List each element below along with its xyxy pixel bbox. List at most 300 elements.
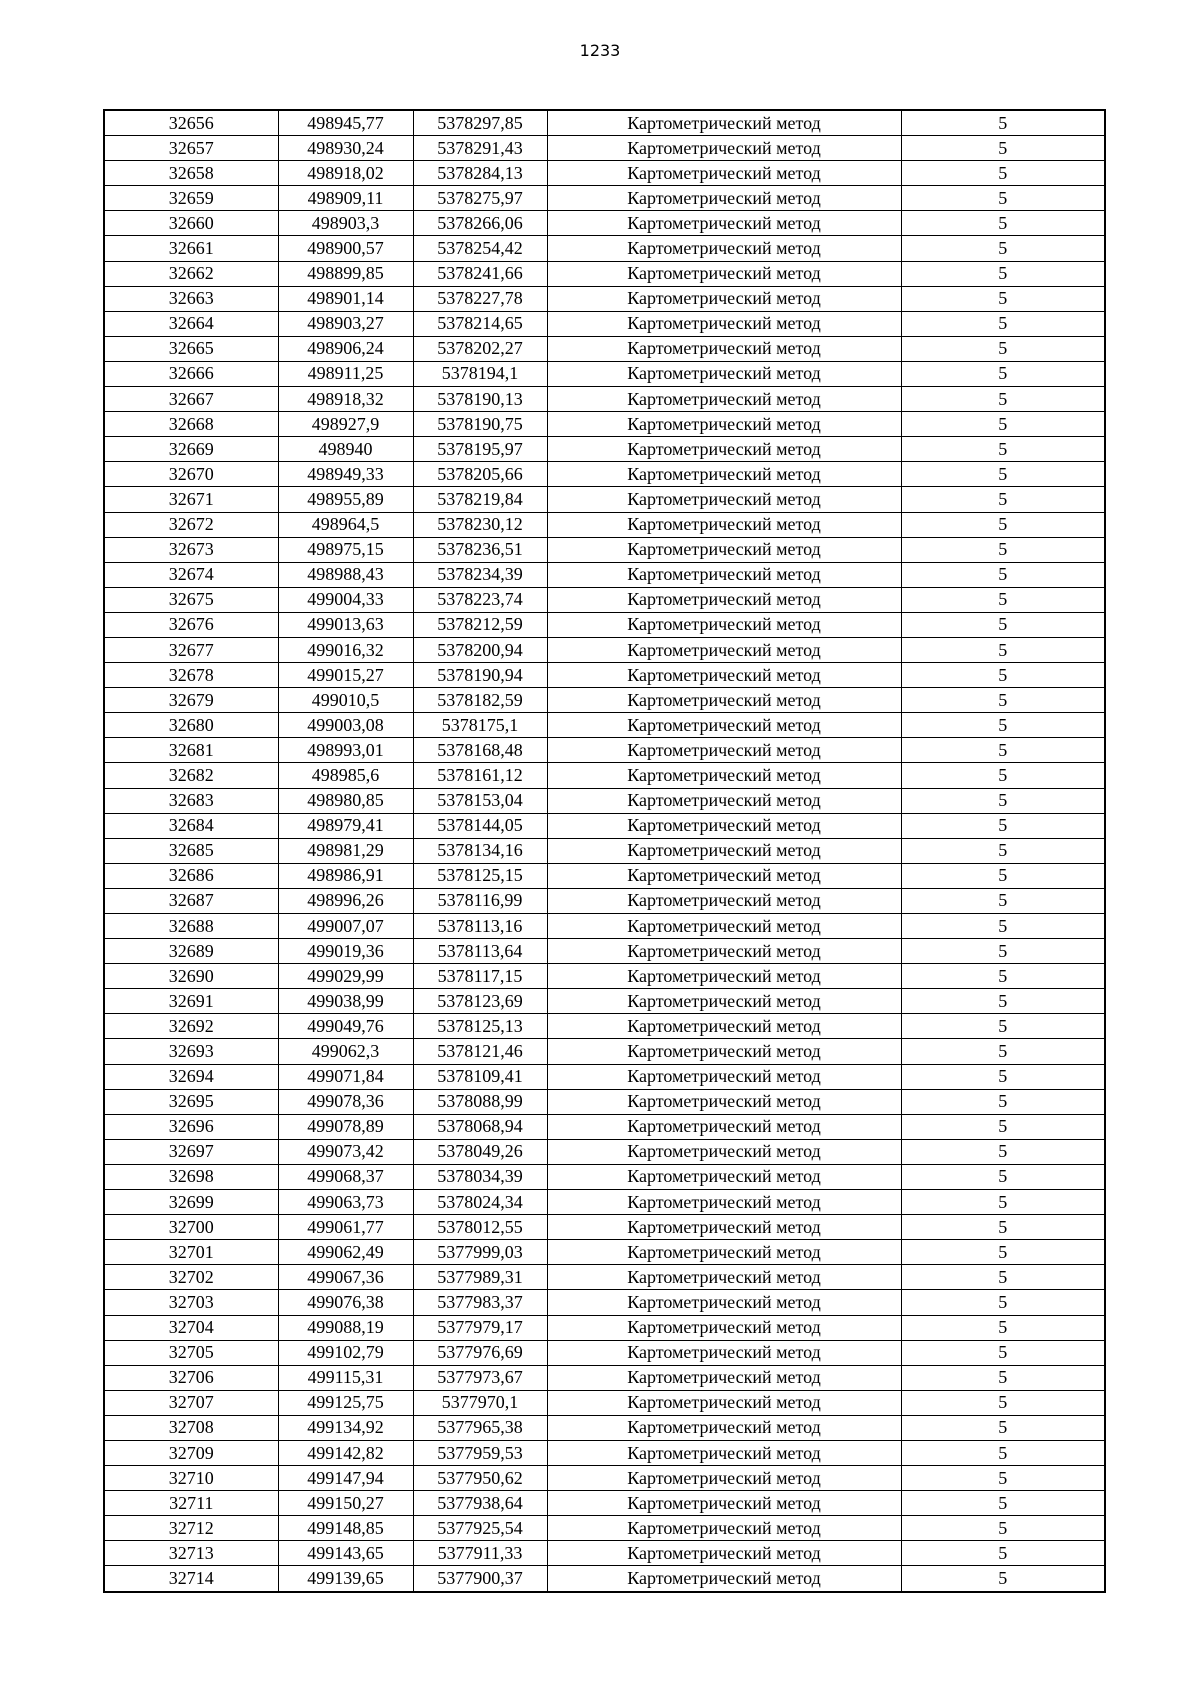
table-row: [104, 1114, 1105, 1139]
x-coordinate-cell: 499147,94: [278, 1466, 413, 1491]
x-coordinate-cell: 498945,77: [278, 110, 413, 136]
x-coordinate-cell: 499148,85: [278, 1516, 413, 1541]
table-row: [104, 763, 1105, 788]
point-number-cell: 32689: [104, 939, 278, 964]
accuracy-cell: 5: [901, 211, 1105, 236]
x-coordinate-cell: 499071,84: [278, 1064, 413, 1089]
accuracy-cell: 5: [901, 1164, 1105, 1189]
table-row: [104, 1064, 1105, 1089]
accuracy-cell: 5: [901, 1516, 1105, 1541]
method-cell: Картометрический метод: [547, 738, 901, 763]
point-number-cell: 32708: [104, 1415, 278, 1440]
table-row: [104, 1340, 1105, 1365]
accuracy-cell: 5: [901, 838, 1105, 863]
y-coordinate-cell: 5378227,78: [413, 286, 547, 311]
point-number-cell: 32656: [104, 110, 278, 136]
point-number-cell: 32694: [104, 1064, 278, 1089]
y-coordinate-cell: 5378241,66: [413, 261, 547, 286]
accuracy-cell: 5: [901, 1365, 1105, 1390]
x-coordinate-cell: 498981,29: [278, 838, 413, 863]
accuracy-cell: 5: [901, 387, 1105, 412]
accuracy-cell: 5: [901, 186, 1105, 211]
table-row: [104, 261, 1105, 286]
point-number-cell: 32657: [104, 136, 278, 161]
point-number-cell: 32680: [104, 713, 278, 738]
x-coordinate-cell: 498909,11: [278, 186, 413, 211]
point-number-cell: 32688: [104, 914, 278, 939]
table-row: [104, 612, 1105, 637]
accuracy-cell: 5: [901, 1039, 1105, 1064]
point-number-cell: 32659: [104, 186, 278, 211]
accuracy-cell: 5: [901, 487, 1105, 512]
y-coordinate-cell: 5377965,38: [413, 1415, 547, 1440]
table-row: [104, 1365, 1105, 1390]
coordinates-table: [103, 109, 1106, 1593]
y-coordinate-cell: 5378223,74: [413, 587, 547, 612]
accuracy-cell: 5: [901, 1541, 1105, 1566]
point-number-cell: 32691: [104, 989, 278, 1014]
accuracy-cell: 5: [901, 261, 1105, 286]
x-coordinate-cell: 499029,99: [278, 964, 413, 989]
point-number-cell: 32706: [104, 1365, 278, 1390]
x-coordinate-cell: 498918,02: [278, 161, 413, 186]
point-number-cell: 32698: [104, 1164, 278, 1189]
table-row: [104, 236, 1105, 261]
y-coordinate-cell: 5378125,15: [413, 863, 547, 888]
point-number-cell: 32661: [104, 236, 278, 261]
accuracy-cell: 5: [901, 939, 1105, 964]
accuracy-cell: 5: [901, 663, 1105, 688]
method-cell: Картометрический метод: [547, 136, 901, 161]
x-coordinate-cell: 499102,79: [278, 1340, 413, 1365]
method-cell: Картометрический метод: [547, 361, 901, 386]
x-coordinate-cell: 498906,24: [278, 336, 413, 361]
y-coordinate-cell: 5378212,59: [413, 612, 547, 637]
y-coordinate-cell: 5378230,12: [413, 512, 547, 537]
x-coordinate-cell: 498993,01: [278, 738, 413, 763]
accuracy-cell: 5: [901, 813, 1105, 838]
y-coordinate-cell: 5378024,34: [413, 1190, 547, 1215]
x-coordinate-cell: 498901,14: [278, 286, 413, 311]
accuracy-cell: 5: [901, 788, 1105, 813]
method-cell: Картометрический метод: [547, 1114, 901, 1139]
x-coordinate-cell: 499063,73: [278, 1190, 413, 1215]
x-coordinate-cell: 499088,19: [278, 1315, 413, 1340]
method-cell: Картометрический метод: [547, 1340, 901, 1365]
x-coordinate-cell: 498900,57: [278, 236, 413, 261]
point-number-cell: 32714: [104, 1566, 278, 1592]
table-row: [104, 939, 1105, 964]
method-cell: Картометрический метод: [547, 1541, 901, 1566]
point-number-cell: 32673: [104, 537, 278, 562]
accuracy-cell: 5: [901, 512, 1105, 537]
point-number-cell: 32668: [104, 412, 278, 437]
point-number-cell: 32699: [104, 1190, 278, 1215]
y-coordinate-cell: 5378202,27: [413, 336, 547, 361]
accuracy-cell: 5: [901, 688, 1105, 713]
point-number-cell: 32690: [104, 964, 278, 989]
table-row: [104, 838, 1105, 863]
x-coordinate-cell: 499003,08: [278, 713, 413, 738]
accuracy-cell: 5: [901, 462, 1105, 487]
accuracy-cell: 5: [901, 161, 1105, 186]
y-coordinate-cell: 5378109,41: [413, 1064, 547, 1089]
point-number-cell: 32667: [104, 387, 278, 412]
y-coordinate-cell: 5378266,06: [413, 211, 547, 236]
accuracy-cell: 5: [901, 1440, 1105, 1465]
method-cell: Картометрический метод: [547, 1491, 901, 1516]
accuracy-cell: 5: [901, 136, 1105, 161]
table-row: [104, 336, 1105, 361]
y-coordinate-cell: 5378034,39: [413, 1164, 547, 1189]
accuracy-cell: 5: [901, 1466, 1105, 1491]
y-coordinate-cell: 5378234,39: [413, 562, 547, 587]
y-coordinate-cell: 5378049,26: [413, 1139, 547, 1164]
point-number-cell: 32700: [104, 1215, 278, 1240]
point-number-cell: 32675: [104, 587, 278, 612]
table-row: [104, 1139, 1105, 1164]
table-row: [104, 1516, 1105, 1541]
table-row: [104, 1491, 1105, 1516]
x-coordinate-cell: 499015,27: [278, 663, 413, 688]
y-coordinate-cell: 5378254,42: [413, 236, 547, 261]
point-number-cell: 32670: [104, 462, 278, 487]
table-row: [104, 1290, 1105, 1315]
method-cell: Картометрический метод: [547, 838, 901, 863]
accuracy-cell: 5: [901, 537, 1105, 562]
method-cell: Картометрический метод: [547, 1064, 901, 1089]
table-row: [104, 1014, 1105, 1039]
table-row: [104, 1240, 1105, 1265]
point-number-cell: 32707: [104, 1390, 278, 1415]
x-coordinate-cell: 499049,76: [278, 1014, 413, 1039]
point-number-cell: 32681: [104, 738, 278, 763]
table-row: [104, 964, 1105, 989]
point-number-cell: 32702: [104, 1265, 278, 1290]
accuracy-cell: 5: [901, 1315, 1105, 1340]
point-number-cell: 32660: [104, 211, 278, 236]
table-row: [104, 663, 1105, 688]
table-row: [104, 1390, 1105, 1415]
y-coordinate-cell: 5378088,99: [413, 1089, 547, 1114]
accuracy-cell: 5: [901, 888, 1105, 913]
method-cell: Картометрический метод: [547, 1440, 901, 1465]
method-cell: Картометрический метод: [547, 537, 901, 562]
table-row: [104, 437, 1105, 462]
table-row: [104, 462, 1105, 487]
accuracy-cell: 5: [901, 412, 1105, 437]
y-coordinate-cell: 5378275,97: [413, 186, 547, 211]
table-row: [104, 1315, 1105, 1340]
x-coordinate-cell: 499134,92: [278, 1415, 413, 1440]
point-number-cell: 32658: [104, 161, 278, 186]
method-cell: Картометрический метод: [547, 989, 901, 1014]
point-number-cell: 32704: [104, 1315, 278, 1340]
point-number-cell: 32701: [104, 1240, 278, 1265]
x-coordinate-cell: 498980,85: [278, 788, 413, 813]
accuracy-cell: 5: [901, 763, 1105, 788]
x-coordinate-cell: 499076,38: [278, 1290, 413, 1315]
accuracy-cell: 5: [901, 361, 1105, 386]
table-row: [104, 562, 1105, 587]
accuracy-cell: 5: [901, 1491, 1105, 1516]
y-coordinate-cell: 5378117,15: [413, 964, 547, 989]
accuracy-cell: 5: [901, 1014, 1105, 1039]
point-number-cell: 32662: [104, 261, 278, 286]
accuracy-cell: 5: [901, 1089, 1105, 1114]
y-coordinate-cell: 5378297,85: [413, 110, 547, 136]
point-number-cell: 32697: [104, 1139, 278, 1164]
accuracy-cell: 5: [901, 1240, 1105, 1265]
y-coordinate-cell: 5377989,31: [413, 1265, 547, 1290]
y-coordinate-cell: 5378161,12: [413, 763, 547, 788]
method-cell: Картометрический метод: [547, 1014, 901, 1039]
method-cell: Картометрический метод: [547, 1415, 901, 1440]
method-cell: Картометрический метод: [547, 939, 901, 964]
x-coordinate-cell: 498979,41: [278, 813, 413, 838]
y-coordinate-cell: 5377999,03: [413, 1240, 547, 1265]
method-cell: Картометрический метод: [547, 562, 901, 587]
x-coordinate-cell: 499068,37: [278, 1164, 413, 1189]
y-coordinate-cell: 5377979,17: [413, 1315, 547, 1340]
y-coordinate-cell: 5378182,59: [413, 688, 547, 713]
y-coordinate-cell: 5378190,75: [413, 412, 547, 437]
accuracy-cell: 5: [901, 1340, 1105, 1365]
point-number-cell: 32686: [104, 863, 278, 888]
x-coordinate-cell: 499061,77: [278, 1215, 413, 1240]
y-coordinate-cell: 5378200,94: [413, 637, 547, 662]
table-row: [104, 688, 1105, 713]
table-row: [104, 487, 1105, 512]
x-coordinate-cell: 499078,36: [278, 1089, 413, 1114]
point-number-cell: 32672: [104, 512, 278, 537]
x-coordinate-cell: 499115,31: [278, 1365, 413, 1390]
x-coordinate-cell: 498911,25: [278, 361, 413, 386]
y-coordinate-cell: 5378214,65: [413, 311, 547, 336]
table-row: [104, 311, 1105, 336]
point-number-cell: 32682: [104, 763, 278, 788]
point-number-cell: 32679: [104, 688, 278, 713]
x-coordinate-cell: 499013,63: [278, 612, 413, 637]
x-coordinate-cell: 499067,36: [278, 1265, 413, 1290]
y-coordinate-cell: 5378068,94: [413, 1114, 547, 1139]
method-cell: Картометрический метод: [547, 487, 901, 512]
point-number-cell: 32664: [104, 311, 278, 336]
x-coordinate-cell: 499062,49: [278, 1240, 413, 1265]
method-cell: Картометрический метод: [547, 1390, 901, 1415]
point-number-cell: 32685: [104, 838, 278, 863]
method-cell: Картометрический метод: [547, 1139, 901, 1164]
point-number-cell: 32710: [104, 1466, 278, 1491]
x-coordinate-cell: 498918,32: [278, 387, 413, 412]
point-number-cell: 32693: [104, 1039, 278, 1064]
accuracy-cell: 5: [901, 110, 1105, 136]
x-coordinate-cell: 499139,65: [278, 1566, 413, 1592]
point-number-cell: 32684: [104, 813, 278, 838]
method-cell: Картометрический метод: [547, 888, 901, 913]
method-cell: Картометрический метод: [547, 1089, 901, 1114]
method-cell: Картометрический метод: [547, 663, 901, 688]
point-number-cell: 32711: [104, 1491, 278, 1516]
x-coordinate-cell: 498949,33: [278, 462, 413, 487]
y-coordinate-cell: 5378134,16: [413, 838, 547, 863]
method-cell: Картометрический метод: [547, 1365, 901, 1390]
accuracy-cell: 5: [901, 236, 1105, 261]
x-coordinate-cell: 498927,9: [278, 412, 413, 437]
accuracy-cell: 5: [901, 1415, 1105, 1440]
point-number-cell: 32695: [104, 1089, 278, 1114]
accuracy-cell: 5: [901, 311, 1105, 336]
accuracy-cell: 5: [901, 713, 1105, 738]
method-cell: Картометрический метод: [547, 437, 901, 462]
y-coordinate-cell: 5378190,13: [413, 387, 547, 412]
table-row: [104, 1466, 1105, 1491]
accuracy-cell: 5: [901, 1064, 1105, 1089]
point-number-cell: 32703: [104, 1290, 278, 1315]
x-coordinate-cell: 498985,6: [278, 763, 413, 788]
x-coordinate-cell: 498930,24: [278, 136, 413, 161]
accuracy-cell: 5: [901, 738, 1105, 763]
table-row: [104, 1039, 1105, 1064]
y-coordinate-cell: 5378284,13: [413, 161, 547, 186]
accuracy-cell: 5: [901, 914, 1105, 939]
x-coordinate-cell: 498988,43: [278, 562, 413, 587]
accuracy-cell: 5: [901, 612, 1105, 637]
table-row: [104, 136, 1105, 161]
method-cell: Картометрический метод: [547, 788, 901, 813]
y-coordinate-cell: 5377938,64: [413, 1491, 547, 1516]
method-cell: Картометрический метод: [547, 1290, 901, 1315]
x-coordinate-cell: 499019,36: [278, 939, 413, 964]
y-coordinate-cell: 5378153,04: [413, 788, 547, 813]
accuracy-cell: 5: [901, 562, 1105, 587]
y-coordinate-cell: 5377911,33: [413, 1541, 547, 1566]
x-coordinate-cell: 499150,27: [278, 1491, 413, 1516]
x-coordinate-cell: 498903,27: [278, 311, 413, 336]
y-coordinate-cell: 5378175,1: [413, 713, 547, 738]
point-number-cell: 32687: [104, 888, 278, 913]
y-coordinate-cell: 5378291,43: [413, 136, 547, 161]
table-row: [104, 637, 1105, 662]
table-row: [104, 186, 1105, 211]
method-cell: Картометрический метод: [547, 1039, 901, 1064]
method-cell: Картометрический метод: [547, 1190, 901, 1215]
point-number-cell: 32676: [104, 612, 278, 637]
point-number-cell: 32671: [104, 487, 278, 512]
y-coordinate-cell: 5378219,84: [413, 487, 547, 512]
method-cell: Картометрический метод: [547, 1215, 901, 1240]
method-cell: Картометрический метод: [547, 713, 901, 738]
point-number-cell: 32674: [104, 562, 278, 587]
y-coordinate-cell: 5378236,51: [413, 537, 547, 562]
point-number-cell: 32663: [104, 286, 278, 311]
point-number-cell: 32713: [104, 1541, 278, 1566]
accuracy-cell: 5: [901, 989, 1105, 1014]
table-row: [104, 286, 1105, 311]
table-row: [104, 1566, 1105, 1592]
point-number-cell: 32696: [104, 1114, 278, 1139]
table-row: [104, 1541, 1105, 1566]
table-row: [104, 587, 1105, 612]
y-coordinate-cell: 5377973,67: [413, 1365, 547, 1390]
table-row: [104, 211, 1105, 236]
table-row: [104, 863, 1105, 888]
method-cell: Картометрический метод: [547, 236, 901, 261]
accuracy-cell: 5: [901, 336, 1105, 361]
x-coordinate-cell: 499007,07: [278, 914, 413, 939]
method-cell: Картометрический метод: [547, 813, 901, 838]
x-coordinate-cell: 499004,33: [278, 587, 413, 612]
method-cell: Картометрический метод: [547, 587, 901, 612]
point-number-cell: 32666: [104, 361, 278, 386]
x-coordinate-cell: 499062,3: [278, 1039, 413, 1064]
method-cell: Картометрический метод: [547, 311, 901, 336]
table-row: [104, 1265, 1105, 1290]
accuracy-cell: 5: [901, 587, 1105, 612]
table-row: [104, 1190, 1105, 1215]
x-coordinate-cell: 499143,65: [278, 1541, 413, 1566]
method-cell: Картометрический метод: [547, 964, 901, 989]
table-row: [104, 1440, 1105, 1465]
point-number-cell: 32669: [104, 437, 278, 462]
x-coordinate-cell: 499125,75: [278, 1390, 413, 1415]
accuracy-cell: 5: [901, 437, 1105, 462]
method-cell: Картометрический метод: [547, 110, 901, 136]
table-row: [104, 1089, 1105, 1114]
point-number-cell: 32692: [104, 1014, 278, 1039]
table-row: [104, 361, 1105, 386]
page-number: 1233: [579, 41, 621, 60]
table-row: [104, 888, 1105, 913]
accuracy-cell: 5: [901, 863, 1105, 888]
x-coordinate-cell: 499142,82: [278, 1440, 413, 1465]
y-coordinate-cell: 5378195,97: [413, 437, 547, 462]
accuracy-cell: 5: [901, 286, 1105, 311]
table-row: [104, 412, 1105, 437]
accuracy-cell: 5: [901, 1139, 1105, 1164]
y-coordinate-cell: 5378190,94: [413, 663, 547, 688]
method-cell: Картометрический метод: [547, 211, 901, 236]
y-coordinate-cell: 5377925,54: [413, 1516, 547, 1541]
accuracy-cell: 5: [901, 1566, 1105, 1592]
y-coordinate-cell: 5377976,69: [413, 1340, 547, 1365]
accuracy-cell: 5: [901, 1215, 1105, 1240]
method-cell: Картометрический метод: [547, 261, 901, 286]
method-cell: Картометрический метод: [547, 161, 901, 186]
coordinates-table-body: [104, 110, 1105, 1592]
y-coordinate-cell: 5378125,13: [413, 1014, 547, 1039]
y-coordinate-cell: 5377900,37: [413, 1566, 547, 1592]
y-coordinate-cell: 5377950,62: [413, 1466, 547, 1491]
table-row: [104, 387, 1105, 412]
method-cell: Картометрический метод: [547, 1566, 901, 1592]
y-coordinate-cell: 5378113,64: [413, 939, 547, 964]
y-coordinate-cell: 5378116,99: [413, 888, 547, 913]
method-cell: Картометрический метод: [547, 688, 901, 713]
accuracy-cell: 5: [901, 1390, 1105, 1415]
y-coordinate-cell: 5378113,16: [413, 914, 547, 939]
method-cell: Картометрический метод: [547, 1265, 901, 1290]
accuracy-cell: 5: [901, 637, 1105, 662]
x-coordinate-cell: 498940: [278, 437, 413, 462]
table-row: [104, 914, 1105, 939]
method-cell: Картометрический метод: [547, 286, 901, 311]
y-coordinate-cell: 5377970,1: [413, 1390, 547, 1415]
method-cell: Картометрический метод: [547, 637, 901, 662]
table-row: [104, 537, 1105, 562]
x-coordinate-cell: 499016,32: [278, 637, 413, 662]
x-coordinate-cell: 498996,26: [278, 888, 413, 913]
